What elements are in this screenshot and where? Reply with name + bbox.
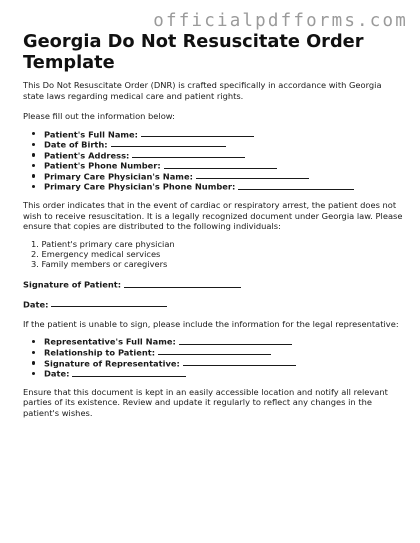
physician-phone-blank[interactable] <box>238 181 354 189</box>
physician-phone-field[interactable]: Primary Care Physician's Phone Number: <box>31 181 403 192</box>
representative-date-blank[interactable] <box>72 368 186 376</box>
patient-address-blank[interactable] <box>132 150 245 158</box>
date-of-birth-field[interactable]: Date of Birth: <box>31 139 403 150</box>
document-body <box>23 31 403 418</box>
date-of-birth-blank[interactable] <box>111 139 226 147</box>
representative-name-field[interactable]: Representative's Full Name: <box>31 336 403 347</box>
patient-name-blank[interactable] <box>141 129 254 137</box>
list-item: 3. Family members or caregivers <box>31 258 168 269</box>
patient-date-field[interactable]: Date: <box>23 299 403 310</box>
patient-name-field[interactable]: Patient's Full Name: <box>31 129 403 140</box>
title-line-2: Template <box>23 52 115 73</box>
representative-intro: If the patient is unable to sign, please include the information for the legal representative: <box>23 318 399 329</box>
list-item: 2. Emergency medical services <box>31 248 161 259</box>
list-item: 1. Patient's primary care physician <box>31 238 175 249</box>
distribution-list <box>23 239 403 270</box>
patient-phone-blank[interactable] <box>164 160 277 168</box>
representative-fields-list <box>23 336 403 378</box>
representative-signature-blank[interactable] <box>183 358 296 366</box>
patient-signature-field[interactable]: Signature of Patient: <box>23 279 403 290</box>
representative-signature-field[interactable]: Signature of Representative: <box>31 358 403 369</box>
intro-paragraph: This Do Not Resuscitate Order (DNR) is crafted specifically in accordance with Georgia state laws regarding medical care and patient rights. <box>23 80 382 101</box>
page-title <box>23 31 403 73</box>
representative-name-blank[interactable] <box>179 336 292 344</box>
patient-signature-blank[interactable] <box>124 279 241 287</box>
fill-prompt: Please fill out the information below: <box>23 111 175 121</box>
patient-phone-field[interactable]: Patient's Phone Number: <box>31 160 403 171</box>
order-paragraph: This order indicates that in the event of cardiac or respiratory arrest, the patient does not wish to receive resuscitation. It is a legally recognized document under Georgia law. Please ensure that copies are distributed to the following individuals: <box>23 200 403 232</box>
physician-name-blank[interactable] <box>196 171 309 179</box>
closing-paragraph: Ensure that this document is kept in an easily accessible location and notify all relevant parties of its existence. Review and update it regularly to reflect any changes in the patient's wishes. <box>23 386 388 418</box>
patient-address-field[interactable]: Patient's Address: <box>31 150 403 161</box>
physician-name-field[interactable]: Primary Care Physician's Name: <box>31 171 403 182</box>
patient-date-blank[interactable] <box>51 299 167 307</box>
patient-fields-list <box>23 129 403 193</box>
relationship-blank[interactable] <box>158 347 271 355</box>
relationship-field[interactable]: Relationship to Patient: <box>31 347 403 358</box>
title-line-1: Georgia Do Not Resuscitate Order <box>23 31 364 52</box>
representative-date-field[interactable]: Date: <box>31 368 403 379</box>
site-watermark: officialpdfforms.com <box>153 11 408 31</box>
